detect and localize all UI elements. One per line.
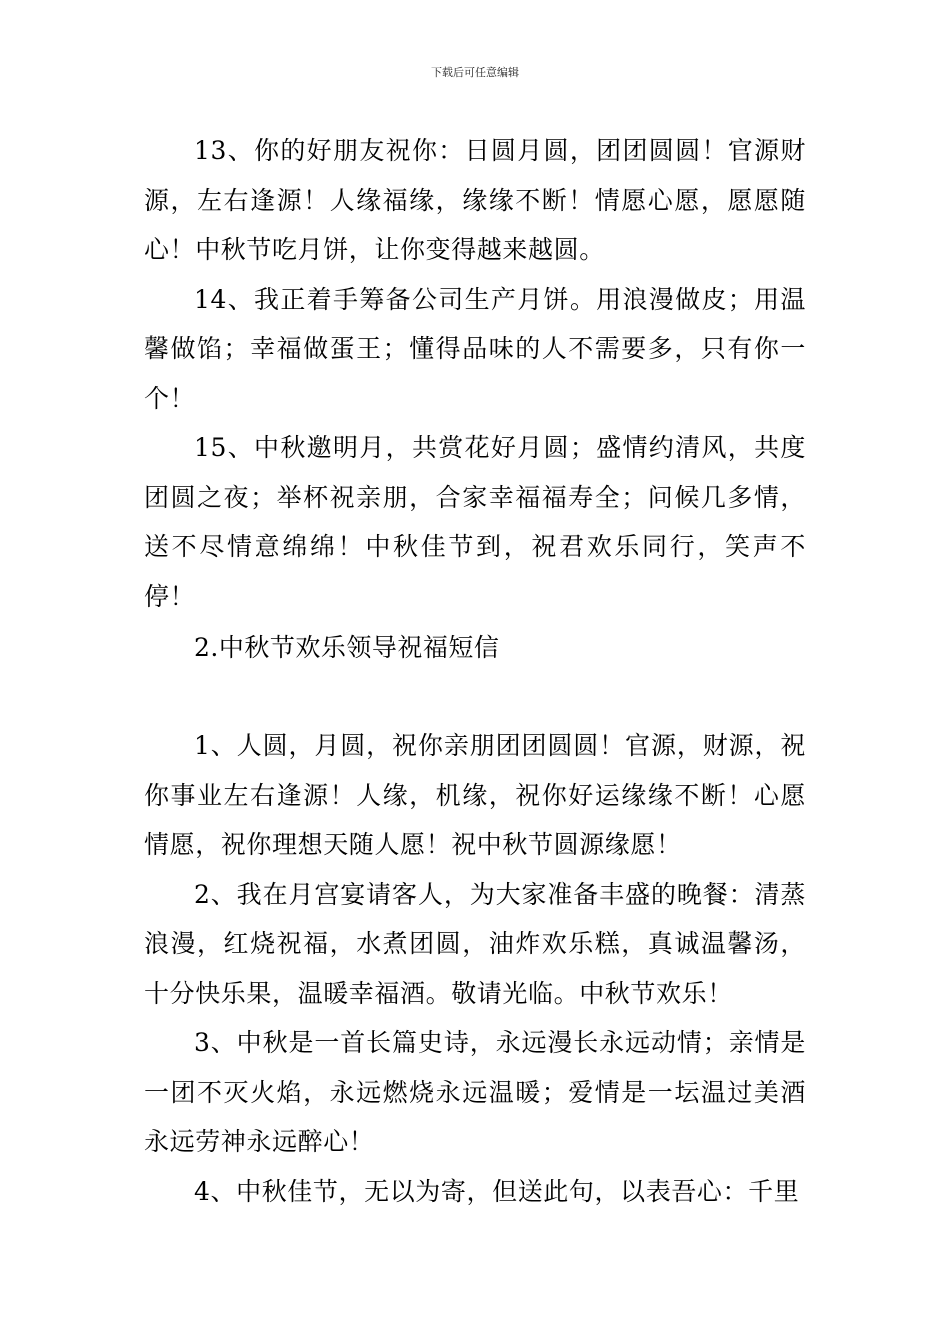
greetings-section-2 (144, 721, 806, 1216)
paragraph-13: 13、你的好朋友祝你：日圆月圆，团团圆圆！官源财源，左右逢源！人缘福缘，缘缘不断！情愿心愿，愿愿随心！中秋节吃月饼，让你变得越来越圆。 (144, 136, 806, 264)
paragraph-14: 14、我正着手筹备公司生产月饼。用浪漫做皮；用温馨做馅；幸福做蛋王；懂得品味的人不需要多，只有你一个！ (144, 284, 806, 413)
paragraph-1: 1、人圆，月圆，祝你亲朋团团圆圆！官源，财源，祝你事业左右逢源！人缘，机缘，祝你好运缘缘不断！心愿情愿，祝你理想天随人愿！祝中秋节圆源缘愿！ (144, 731, 806, 859)
paragraph-3: 3、中秋是一首长篇史诗，永远漫长永远动情；亲情是一团不灭火焰，永远燃烧永远温暖；爱情是一坛温过美酒永远劳神永远醉心！ (144, 1028, 806, 1156)
paragraph-15: 15、中秋邀明月，共赏花好月圆；盛情约清风，共度团圆之夜；举杯祝亲朋，合家幸福福寿全；问候几多情，送不尽情意绵绵！中秋佳节到，祝君欢乐同行，笑声不停！ (144, 433, 806, 611)
section-heading: 2.中秋节欢乐领导祝福短信 (194, 633, 500, 662)
paragraph-2: 2、我在月宫宴请客人，为大家准备丰盛的晚餐：清蒸浪漫，红烧祝福，水煮团圆，油炸欢乐糕，真诚温馨汤，十分快乐果，温暖幸福酒。敬请光临。中秋节欢乐！ (144, 879, 806, 1008)
greetings-section-1 (144, 126, 806, 621)
paragraph-4: 4、中秋佳节，无以为寄，但送此句，以表吾心：千里 (194, 1176, 800, 1206)
header-note: 下载后可任意编辑 (431, 66, 519, 79)
